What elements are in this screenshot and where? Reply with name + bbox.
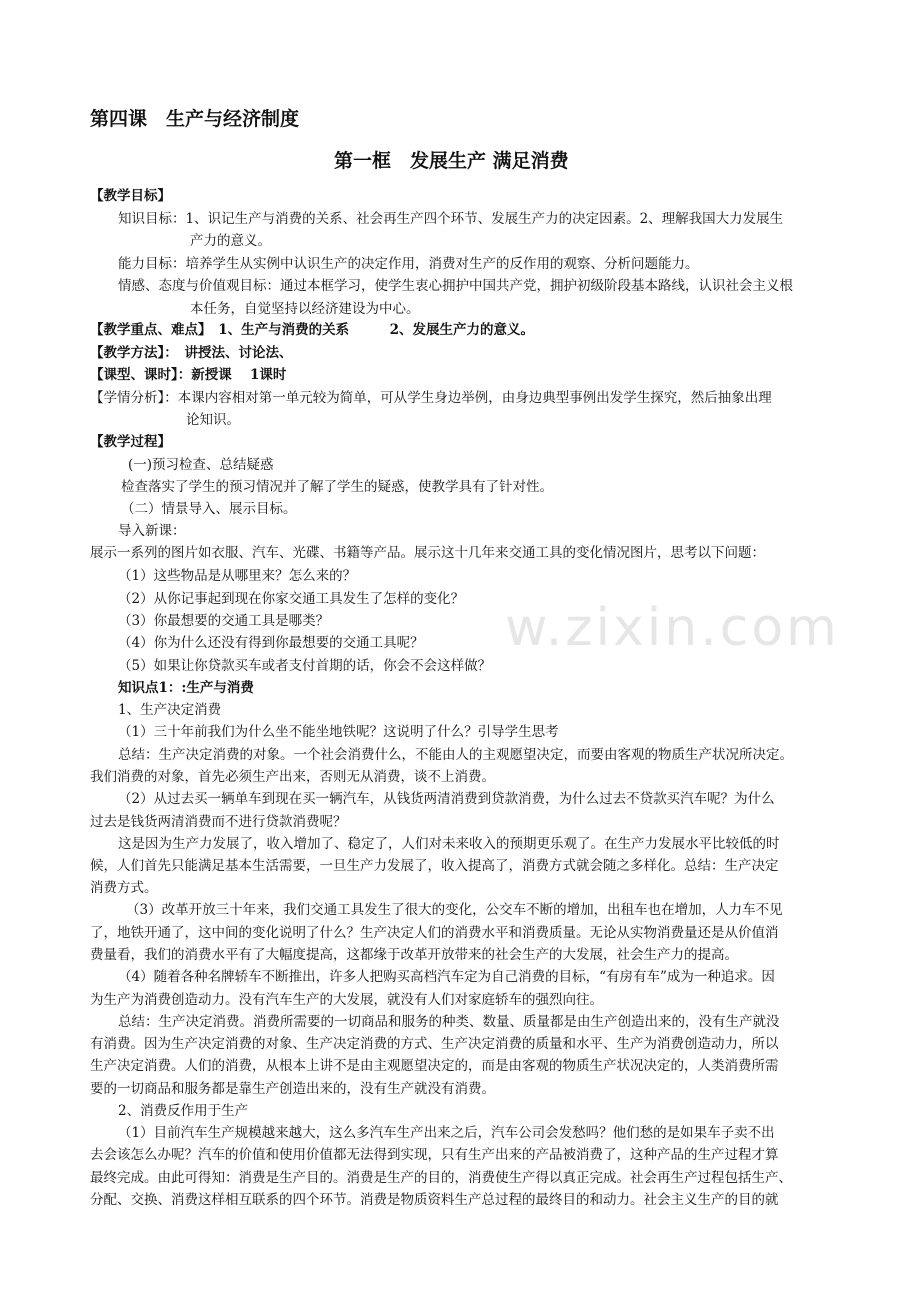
text-line: 【教学方法】： 讲授法、讨论法、 (90, 345, 293, 361)
text-line: 本任务，自觉坚持以经济建设为中心。 (190, 301, 420, 317)
text-line: 我们消费的对象，首先必须生产出来，否则无从消费，谈不上消费。 (90, 769, 495, 785)
section-title: 第一框 发展生产 满足消费 (334, 150, 569, 172)
text-line: 费量看，我们的消费水平有了大幅度提高，这都缘于改革开放带来的社会生产的大发展，社会生产力的提高。 (90, 947, 738, 963)
text-line: 候，人们首先只能满足基本生活需要，一旦生产力发展了，收入提高了，消费方式就会随之多样化。总结：生产决定 (90, 858, 779, 874)
text-line: 为生产为消费创造动力。没有汽车生产的大发展，就没有人们对家庭轿车的强烈向往。 (90, 992, 603, 1008)
text-line: （二）情景导入、展示目标。 (121, 501, 297, 517)
text-line: 【学情分析】：本课内容相对第一单元较为简单，可从学生身边举例，由身边典型事例出发学生探究，然后抽象出理 (90, 390, 772, 406)
text-line: 论知识。 (186, 412, 240, 428)
watermark: w.zixin.com (505, 598, 840, 658)
text-line: 知识目标：1、识记生产与消费的关系、社会再生产四个环节、发展生产力的决定因素。2、理解我国大力发展生 (118, 211, 784, 227)
text-line: 检查落实了学生的预习情况并了解了学生的疑惑，使教学具有了针对性。 (121, 479, 553, 495)
text-line: 【教学过程】 (90, 434, 171, 450)
text-line: 产力的意义。 (190, 233, 271, 249)
text-line: 【课型、课时】：新授课 1课时 (90, 367, 287, 383)
text-line: （1）三十年前我们为什么坐不能坐地铁呢？这说明了什么？引导学生思考 (118, 724, 559, 740)
text-line: 展示一系列的图片如衣服、汽车、光碟、书籍等产品。展示这十几年来交通工具的变化情况图片，思考以下问题： (90, 545, 765, 561)
text-line: 【教学目标】 (90, 188, 171, 204)
text-line: 总结：生产决定消费的对象。一个社会消费什么，不能由人的主观愿望决定，而要由客观的物质生产状况所决定。 (118, 747, 793, 763)
text-line: 要的一切商品和服务都是靠生产创造出来的，没有生产就没有消费。 (90, 1081, 495, 1097)
text-line: 总结：生产决定消费。消费所需要的一切商品和服务的种类、数量、质量都是由生产创造出来的，没有生产就没 (118, 1014, 780, 1030)
text-line: 这是因为生产力发展了，收入增加了、稳定了，人们对未来收入的预期更乐观了。在生产力发展水平比较低的时 (118, 836, 780, 852)
text-line: （2）从过去买一辆单车到现在买一辆汽车，从钱货两清消费到贷款消费，为什么过去不贷款买汽车呢？为什么 (118, 791, 775, 807)
text-line: 了，地铁开通了，这中间的变化说明了什么？生产决定人们的消费水平和消费质量。无论从实物消费量还是从价值消 (90, 925, 779, 941)
text-line: 去会该怎么办呢？汽车的价值和使用价值都无法得到实现，只有生产出来的产品被消费了，这种产品的生产过程才算 (90, 1147, 779, 1163)
text-line: 消费方式。 (90, 880, 158, 896)
text-line: 2、消费反作用于生产 (118, 1103, 249, 1119)
text-line: 生产决定消费。人们的消费，从根本上讲不是由主观愿望决定的，而是由客观的物质生产状况决定的，人类消费所需 (90, 1058, 779, 1074)
text-line: 最终完成。由此可得知：消费是生产目的。消费是生产的目的，消费使生产得以真正完成。社会再生产过程包括生产、 (90, 1170, 792, 1186)
text-line: 1、生产决定消费 (118, 702, 222, 718)
text-line: （1）目前汽车生产规模越来越大，这么多汽车生产出来之后，汽车公司会发愁吗？他们愁的是如果车子卖不出 (118, 1125, 775, 1141)
text-line: （3）改革开放三十年来，我们交通工具发生了很大的变化，公交车不断的增加，出租车也在增加，人力车不见 (126, 902, 783, 918)
text-line: 过去是钱货两清消费而不进行贷款消费呢？ (90, 814, 347, 830)
text-line: (一)预习检查、总结疑惑 (128, 457, 274, 473)
text-line: （4）你为什么还没有得到你最想要的交通工具呢？ (118, 635, 424, 651)
text-line: （1）这些物品是从哪里来？怎么来的？ (118, 568, 357, 584)
text-line: （3）你最想要的交通工具是哪类？ (118, 613, 330, 629)
text-line: 有消费。因为生产决定消费的对象、生产决定消费的方式、生产决定消费的质量和水平、生产为消费创造动力，所以 (90, 1036, 779, 1052)
text-line: 【教学重点、难点】 1、生产与消费的关系 2、发展生产力的意义。 (90, 322, 535, 338)
text-line: 知识点1：:生产与消费 (118, 680, 254, 696)
text-line: （5）如果让你贷款买车或者支付首期的话，你会不会这样做？ (118, 658, 492, 674)
text-line: 分配、交换、消费这样相互联系的四个环节。消费是物质资料生产总过程的最终目的和动力。社会主义生产的目的就 (90, 1192, 779, 1208)
lesson-title: 第四课 生产与经济制度 (90, 108, 300, 130)
text-line: （4）随着各种名牌轿车不断推出，许多人把购买高档汽车定为自己消费的目标，“有房有车”成为一种追求。因 (118, 969, 775, 985)
text-line: （2）从你记事起到现在你家交通工具发生了怎样的变化？ (118, 591, 465, 607)
text-line: 情感、态度与价值观目标：通过本框学习，使学生衷心拥护中国共产党，拥护初级阶段基本路线，认识社会主义根 (118, 278, 793, 294)
text-line: 导入新课： (118, 523, 186, 539)
text-line: 能力目标：培养学生从实例中认识生产的决定作用，消费对生产的反作用的观察、分析问题能力。 (118, 256, 699, 272)
